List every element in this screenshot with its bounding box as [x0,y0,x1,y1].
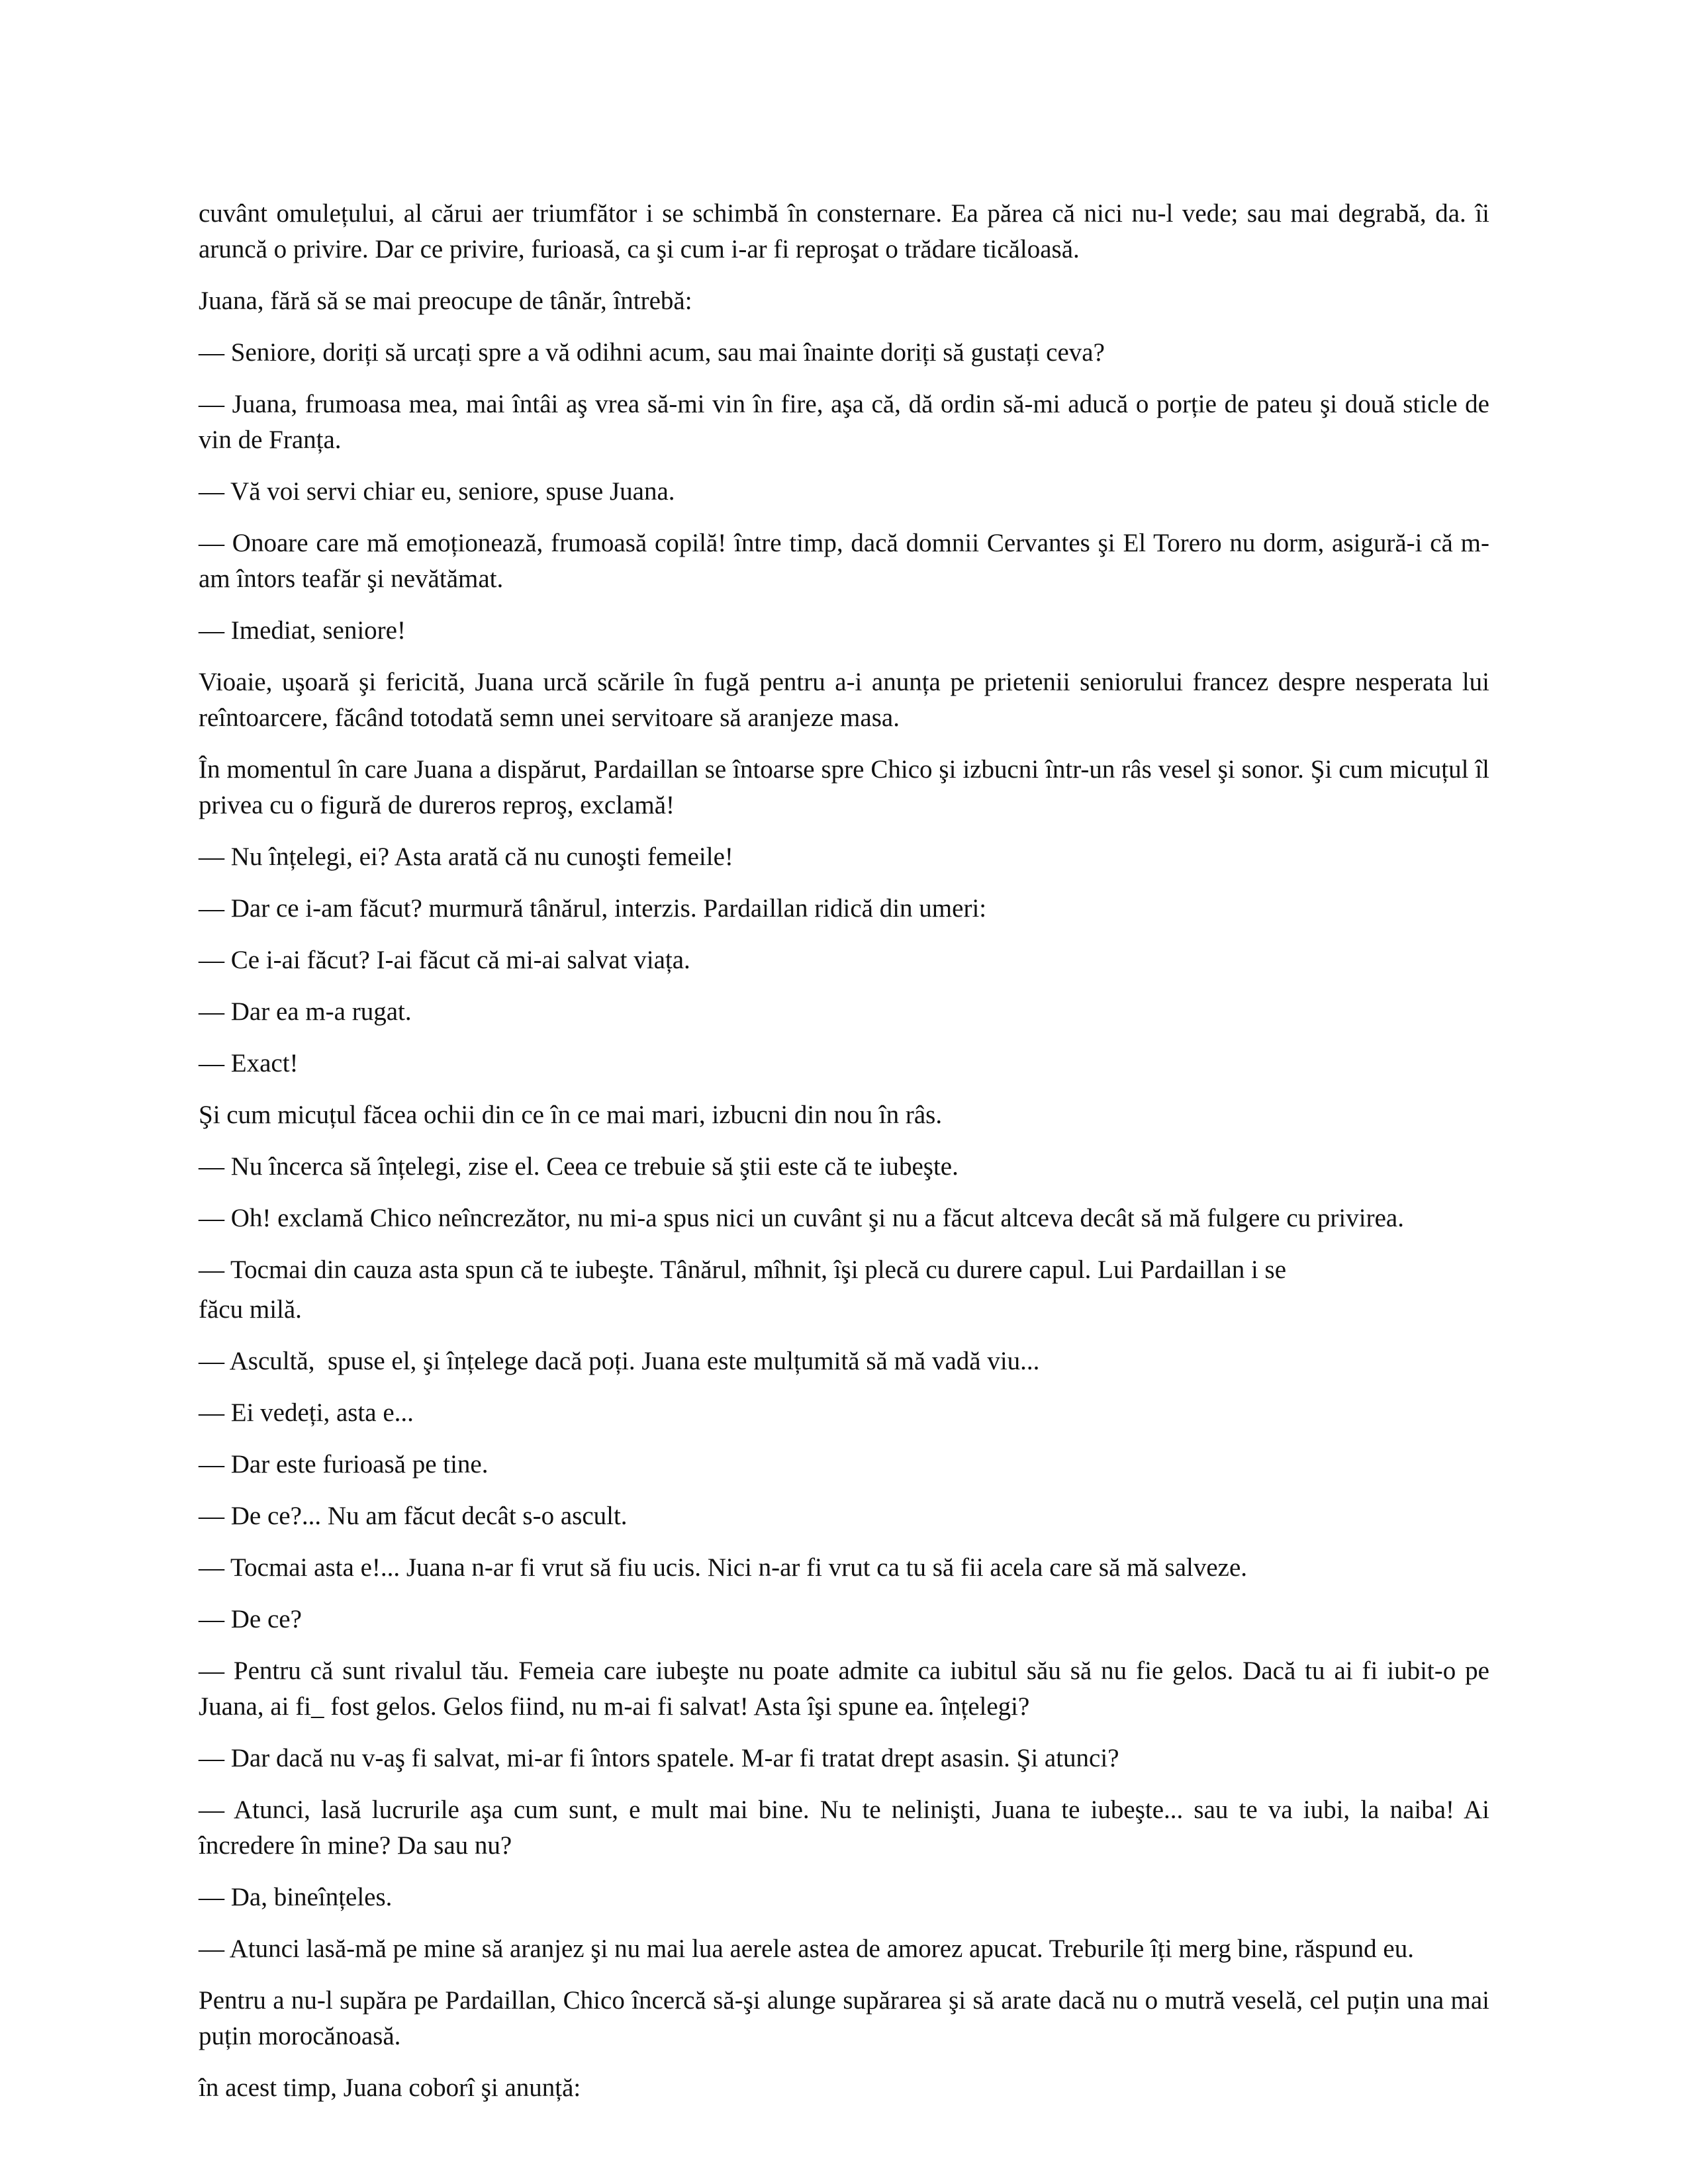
paragraph-22: — Dar este furioasă pe tine. [199,1450,489,1479]
paragraph-26: — Pentru că sunt rivalul tău. Femeia care iubeşte nu poate admite ca iubitul său să nu fie gelos. Dacă tu ai fi iubit-o pe Juana, ai fi_ fost gelos. Gelos fiind, nu m-ai fi salvat! Asta îşi spune ea. înțelegi? [199,1657,1496,1721]
paragraph-28: — Atunci, lasă lucrurile aşa cum sunt, e mult mai bine. Nu te nelinişti, Juana te iubeşte... sau te va iubi, la naiba! Ai încredere în mine? Da sau nu? [199,1796,1496,1860]
paragraph-13: — Dar ea m-a rugat. [199,997,412,1026]
document-page [199,196,1496,2122]
paragraph-20: — Ascultă, spuse el, şi înțelege dacă poți. Juana este mulțumită să mă vadă viu... [199,1347,1040,1375]
paragraph-8: Vioaie, uşoară şi fericită, Juana urcă scările în fugă pentru a-i anunța pe prietenii seniorului francez despre nesperata lui reîntoarcere, făcând totodată semn unei servitoare să aranjeze masa. [199,668,1496,732]
paragraph-24: — Tocmai asta e!... Juana n-ar fi vrut să fiu ucis. Nici n-ar fi vrut ca tu să fii acela care să mă salveze. [199,1553,1248,1582]
paragraph-21: — Ei vedeți, asta e... [199,1398,414,1427]
paragraph-23: — De ce?... Nu am făcut decât s-o ascult. [199,1502,628,1530]
paragraph-5: — Vă voi servi chiar eu, seniore, spuse Juana. [199,477,675,506]
paragraph-3: — Seniore, doriți să urcați spre a vă odihni acum, sau mai înainte doriți să gustați ceva? [199,338,1105,367]
paragraph-14: — Exact! [199,1049,299,1077]
paragraph-2: Juana, fără să se mai preocupe de tânăr, întrebă: [199,287,692,315]
paragraph-10: — Nu înțelegi, ei? Asta arată că nu cunoşti femeile! [199,842,733,871]
paragraph-4: — Juana, frumoasa mea, mai întâi aş vrea să-mi vin în fire, aşa că, dă ordin să-mi aducă o porție de pateu şi două sticle de vin de Franța. [199,390,1496,454]
paragraph-16: — Nu încerca să înțelegi, zise el. Ceea ce trebuie să ştii este că te iubeşte. [199,1152,959,1181]
paragraph-30: — Atunci lasă-mă pe mine să aranjez şi nu mai lua aerele astea de amorez apucat. Treburile îți merg bine, răspund eu. [199,1934,1414,1963]
paragraph-31: Pentru a nu-l supăra pe Pardaillan, Chico încercă să-şi alunge supărarea şi să arate dacă nu o mutră veselă, cel puțin una mai puțin morocănoasă. [199,1986,1496,2050]
paragraph-18: — Tocmai din cauza asta spun că te iubeşte. Tânărul, mîhnit, îşi plecă cu durere capul. Lui Pardaillan i se [199,1255,1287,1284]
paragraph-12: — Ce i-ai făcut? I-ai făcut că mi-ai salvat viața. [199,946,690,974]
paragraph-29: — Da, bineînțeles. [199,1883,393,1911]
paragraph-7: — Imediat, seniore! [199,616,406,645]
paragraph-6: — Onoare care mă emoționează, frumoasă copilă! între timp, dacă domnii Cervantes şi El Torero nu dorm, asigură-i că m-am întors teafăr şi nevătămat. [199,529,1489,593]
paragraph-32: în acest timp, Juana coborî şi anunță: [199,2073,581,2102]
paragraph-25: — De ce? [199,1605,302,1633]
paragraph-1: cuvânt omulețului, al cărui aer triumfător i se schimbă în consternare. Ea părea că nici nu-l vede; sau mai degrabă, da. îi aruncă o privire. Dar ce privire, furioasă, ca şi cum i-ar fi reproşat o trădare ticăloasă. [199,199,1496,263]
paragraph-19: făcu milă. [199,1295,302,1324]
paragraph-27: — Dar dacă nu v-aş fi salvat, mi-ar fi întors spatele. M-ar fi tratat drept asasin. Şi atunci? [199,1744,1119,1772]
paragraph-17: — Oh! exclamă Chico neîncrezător, nu mi-a spus nici un cuvânt şi nu a făcut altceva decât să mă fulgere cu privirea. [199,1204,1404,1232]
paragraph-9: În momentul în care Juana a dispărut, Pardaillan se întoarse spre Chico şi izbucni într-un râs vesel şi sonor. Şi cum micuțul îl privea cu o figură de dureros reproş, exclamă! [199,755,1496,819]
paragraph-11: — Dar ce i-am făcut? murmură tânărul, interzis. Pardaillan ridică din umeri: [199,894,987,923]
paragraph-15: Şi cum micuțul făcea ochii din ce în ce mai mari, izbucni din nou în râs. [199,1101,943,1129]
